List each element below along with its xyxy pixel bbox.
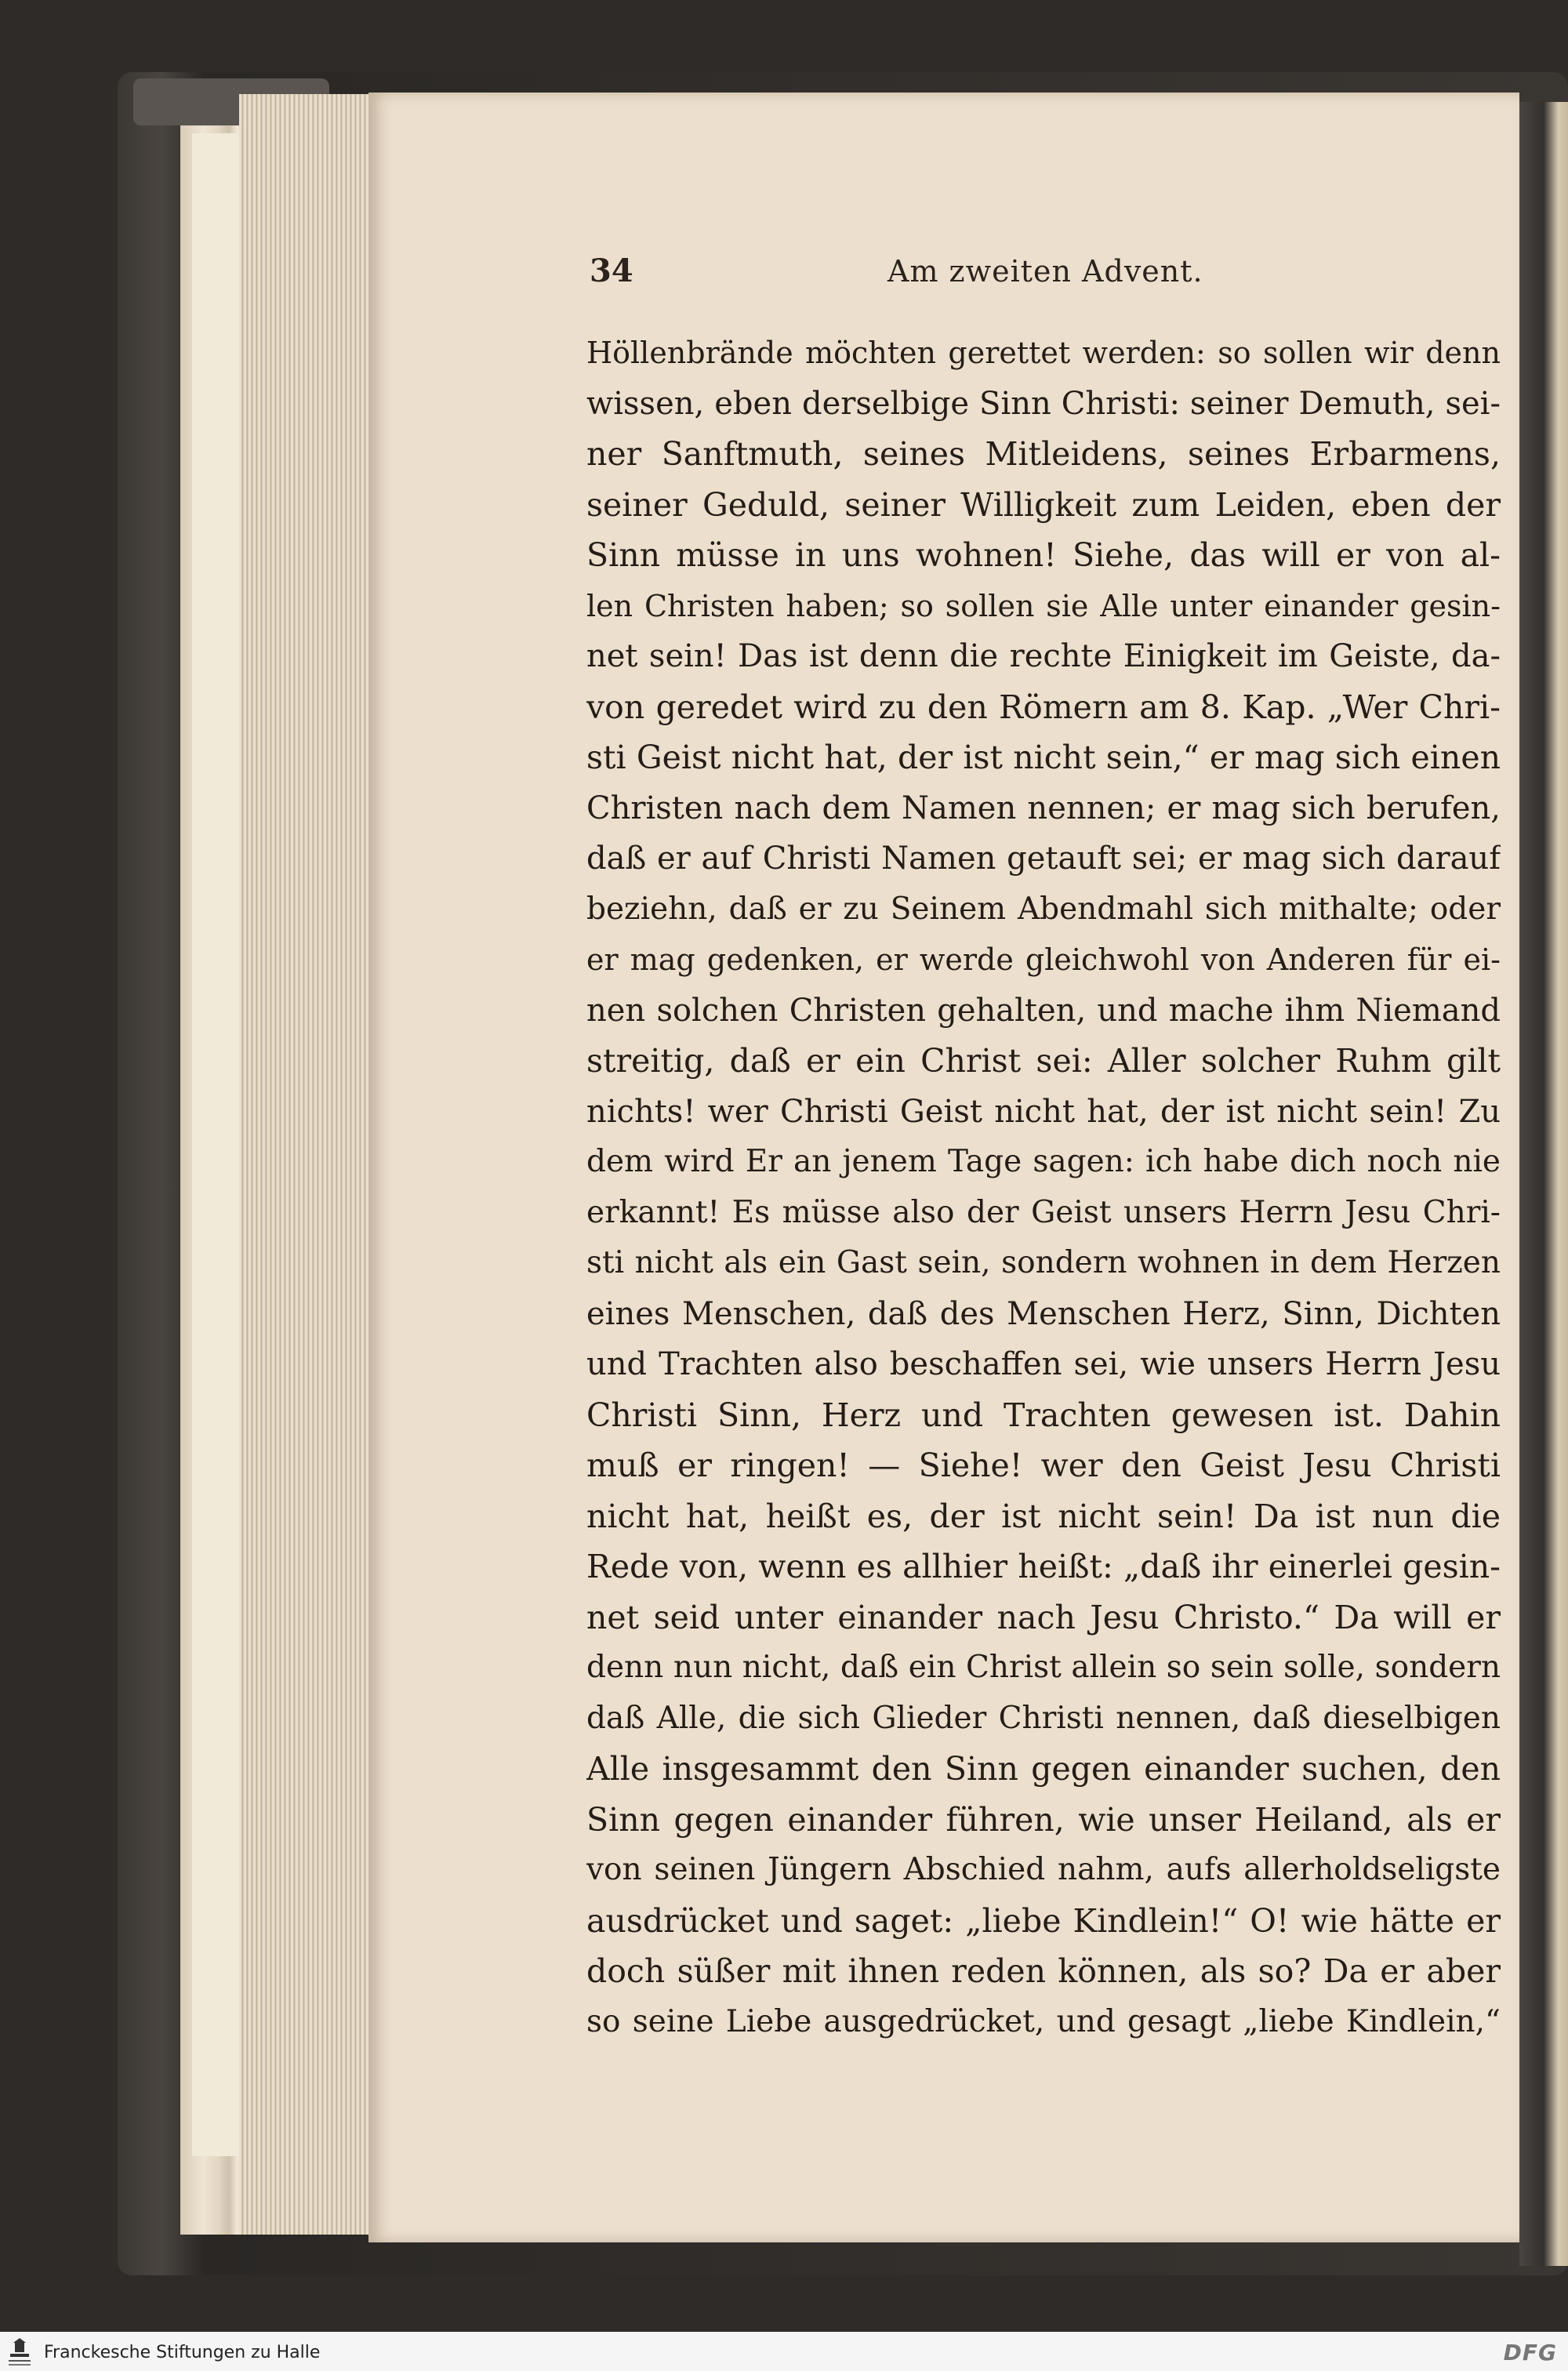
text-line: denn nun nicht, daß ein Christ allein so sein solle, sondern [586,1650,1501,1685]
text-line: Alle insgesammt den Sinn gegen einander suchen, den [586,1750,1501,1788]
text-line: streitig, daß er ein Christ sei: Aller solcher Ruhm gilt [586,1042,1501,1080]
text-line: net seid unter einander nach Jesu Christo.“ Da will er [586,1598,1501,1636]
text-line: nicht hat, heißt es, der ist nicht sein! Da ist nun die [586,1497,1501,1535]
institution-name[interactable]: Franckesche Stiftungen zu Halle [44,2343,321,2362]
text-line: Christi Sinn, Herz und Trachten gewesen ist. Dahin [586,1396,1501,1434]
dfg-logo[interactable]: DFG [1503,2340,1557,2366]
page-number: 34 [590,252,633,289]
text-line: so seine Liebe ausgedrücket, und gesagt „liebe Kindlein,“ [586,2003,1501,2039]
text-line: und Trachten also beschaffen sei, wie unsers Herrn Jesu [586,1346,1501,1382]
text-line: len Christen haben; so sollen sie Alle unter einander gesin- [586,588,1501,623]
right-binding-edge [1519,102,1568,2266]
text-line: von geredet wird zu den Römern am 8. Kap. „Wer Chri- [586,688,1501,726]
text-line: er mag gedenken, er werde gleichwohl von Anderen für ei- [586,942,1501,977]
text-line: wissen, eben derselbige Sinn Christi: seiner Demuth, sei- [586,385,1501,422]
text-line: von seinen Jüngern Abschied nahm, aufs allerholdseligste [586,1852,1501,1887]
institution-logo-icon [6,2338,33,2368]
text-line: dem wird Er an jenem Tage sagen: ich habe dich noch nie [586,1144,1501,1179]
text-line: sti Geist nicht hat, der ist nicht sein,“ er mag sich einen [586,739,1501,776]
text-line: eines Menschen, daß des Menschen Herz, Sinn, Dichten [586,1295,1501,1332]
text-line: Sinn müsse in uns wohnen! Siehe, das will er von al- [586,536,1501,574]
text-line: Christen nach dem Namen nennen; er mag sich berufen, [586,790,1501,826]
text-line: sti nicht als ein Gast sein, sondern wohnen in dem Herzen [586,1245,1501,1280]
text-line: Höllenbrände möchten gerettet werden: so sollen wir denn [586,336,1501,370]
text-line: Rede von, wenn es allhier heißt: „daß ihr einerlei gesin- [586,1548,1501,1585]
running-title: Am zweiten Advent. [887,254,1203,289]
text-line: nen solchen Christen gehalten, und mache ihm Niemand [586,992,1501,1029]
text-line: net sein! Das ist denn die rechte Einigkeit im Geiste, da- [586,638,1501,674]
endpaper [192,133,239,2156]
text-line: daß Alle, die sich Glieder Christi nennen, daß dieselbigen [586,1700,1501,1736]
body-text [586,328,1501,2047]
page-header [590,252,1491,300]
text-line: seiner Geduld, seiner Willigkeit zum Leiden, eben der [586,485,1501,524]
text-line: doch süßer mit ihnen reden können, als so? Da er aber [586,1952,1501,1990]
text-line: nichts! wer Christi Geist nicht hat, der ist nicht sein! Zu [586,1093,1501,1130]
text-line: muß er ringen! — Siehe! wer den Geist Jesu Christi [586,1447,1501,1484]
viewer-footer [0,2332,1568,2371]
text-line: ausdrücket und saget: „liebe Kindlein!“ O! wie hätte er [586,1901,1501,1940]
text-line: beziehn, daß er zu Seinem Abendmahl sich mithalte; oder [586,891,1501,927]
text-line: erkannt! Es müsse also der Geist unsers Herrn Jesu Chri- [586,1194,1501,1230]
page-edges [239,94,368,2235]
text-line: daß er auf Christi Namen getauft sei; er mag sich darauf [586,841,1501,877]
text-line: ner Sanftmuth, seines Mitleidens, seines Erbarmens, [586,435,1501,473]
text-line: Sinn gegen einander führen, wie unser Heiland, als er [586,1800,1501,1839]
